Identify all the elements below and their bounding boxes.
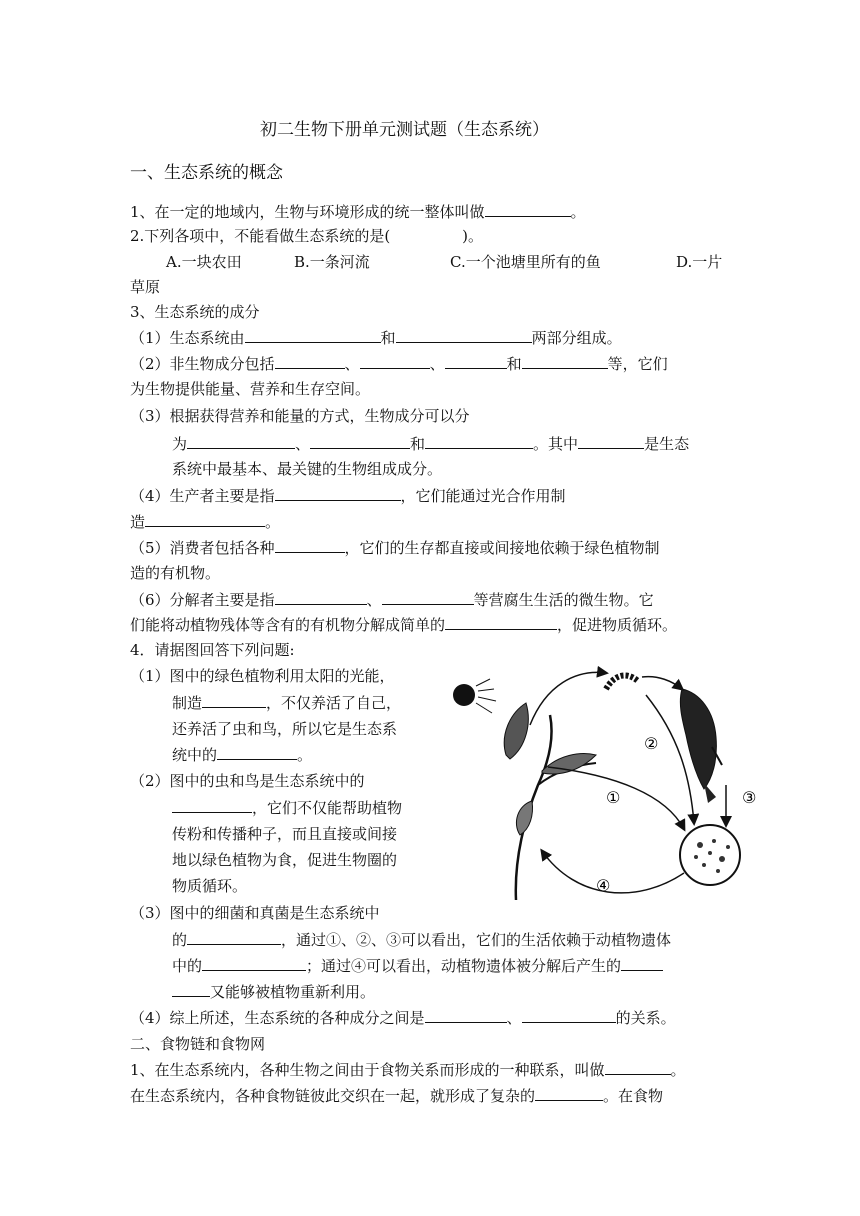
text: 的关系。 bbox=[615, 1009, 676, 1027]
text: （5）消费者包括各种 bbox=[130, 539, 275, 557]
blank bbox=[605, 1060, 671, 1075]
option-b: B.一条河流 bbox=[294, 253, 370, 271]
text: 制造 bbox=[172, 694, 203, 712]
bird-icon bbox=[680, 689, 722, 803]
blank bbox=[275, 590, 367, 605]
arrow-plant-to-insect bbox=[530, 672, 606, 725]
text: 、 bbox=[429, 355, 445, 373]
blank bbox=[578, 434, 644, 449]
caterpillar-icon bbox=[606, 675, 638, 689]
text: （4）综上所述，生态系统的各种成分之间是 bbox=[130, 1009, 425, 1027]
q4-part-1-line4 bbox=[172, 745, 312, 765]
q3-part-1 bbox=[130, 328, 622, 348]
q4-part-1-line3: 还养活了虫和鸟，所以它是生态系 bbox=[172, 720, 398, 738]
q4-part-3-line4 bbox=[172, 982, 375, 1002]
text: （2）非生物成分包括 bbox=[130, 355, 275, 373]
text: 。 bbox=[670, 1061, 686, 1079]
sun-icon bbox=[453, 679, 496, 713]
text: 和 bbox=[380, 329, 396, 347]
text: 1、在生态系统内，各种生物之间由于食物关系而形成的一种联系，叫做 bbox=[130, 1061, 605, 1079]
q4-part-3-line3 bbox=[172, 956, 663, 976]
blank bbox=[445, 615, 557, 630]
text: 又能够被植物重新利用。 bbox=[210, 983, 376, 1001]
q3-part-5 bbox=[130, 538, 660, 558]
blank bbox=[445, 354, 507, 369]
text: 。其中 bbox=[533, 435, 579, 453]
s2-question-1 bbox=[130, 1060, 686, 1080]
text: 造 bbox=[130, 513, 146, 531]
q2-text: 2.下列各项中，不能看做生态系统的是( bbox=[130, 227, 391, 245]
label-4: ④ bbox=[596, 876, 611, 895]
q4-part-1: （1）图中的绿色植物利用太阳的光能， bbox=[130, 667, 395, 685]
text: ，它们的生存都直接或间接地依赖于绿色植物制 bbox=[344, 539, 660, 557]
text: 在生态系统内，各种食物链彼此交织在一起，就形成了复杂的 bbox=[130, 1087, 536, 1105]
blank bbox=[522, 354, 608, 369]
blank bbox=[275, 354, 345, 369]
q4-part-4 bbox=[130, 1008, 676, 1028]
text: 的 bbox=[172, 931, 188, 949]
text: （4）生产者主要是指 bbox=[130, 487, 275, 505]
q4-part-2-line3: 传粉和传播种子，而且直接或间接 bbox=[172, 825, 398, 843]
q3-part-3-line3: 系统中最基本、最关键的生物组成成分。 bbox=[172, 460, 443, 478]
blank bbox=[172, 982, 210, 997]
question-1 bbox=[130, 202, 586, 222]
question-3: 3、生态系统的成分 bbox=[130, 303, 260, 321]
q4-part-1-line2 bbox=[172, 693, 401, 713]
text: 统中的 bbox=[172, 746, 218, 764]
q2-end: )。 bbox=[462, 227, 484, 245]
option-c: C.一个池塘里所有的鱼 bbox=[450, 253, 601, 271]
blank bbox=[202, 693, 266, 708]
s2-question-1-cont bbox=[130, 1086, 663, 1106]
option-a: A.一块农田 bbox=[166, 253, 242, 271]
blank bbox=[172, 798, 252, 813]
text: 和 bbox=[410, 435, 426, 453]
section-heading-2: 二、食物链和食物网 bbox=[130, 1035, 266, 1053]
q4-part-2-line4: 地以绿色植物为食，促进生物圈的 bbox=[172, 851, 398, 869]
q1-text: 1、在一定的地域内，生物与环境形成的统一整体叫做 bbox=[130, 203, 485, 221]
arrow-insect-to-bird bbox=[642, 677, 682, 689]
option-d-cont: 草原 bbox=[130, 278, 161, 296]
blank bbox=[485, 202, 571, 217]
blank bbox=[187, 930, 281, 945]
blank bbox=[145, 512, 265, 527]
text: 、 bbox=[366, 591, 382, 609]
q3-part-2-cont: 为生物提供能量、营养和生存空间。 bbox=[130, 380, 371, 398]
blank bbox=[621, 956, 663, 971]
blank bbox=[522, 1008, 616, 1023]
text: 两部分组成。 bbox=[531, 329, 622, 347]
text: 为 bbox=[172, 435, 188, 453]
blank bbox=[535, 1086, 603, 1101]
q3-part-4-cont bbox=[130, 512, 280, 532]
blank bbox=[396, 328, 532, 343]
text: 是生态 bbox=[644, 435, 690, 453]
arrow-4 bbox=[542, 851, 684, 893]
q4-part-2-line5: 物质循环。 bbox=[172, 877, 248, 895]
text: 等，它们 bbox=[607, 355, 668, 373]
plant-icon bbox=[504, 703, 596, 900]
q3-part-6 bbox=[130, 590, 654, 610]
q4-part-2-line2 bbox=[172, 798, 402, 818]
question-4: 4．请据图回答下列问题: bbox=[130, 641, 295, 659]
text: 等营腐生生活的微生物。它 bbox=[473, 591, 654, 609]
label-3: ③ bbox=[742, 788, 757, 807]
blank bbox=[425, 1008, 507, 1023]
blank bbox=[425, 434, 533, 449]
text: ，促进物质循环。 bbox=[557, 616, 678, 634]
question-2 bbox=[130, 226, 483, 246]
text: 和 bbox=[506, 355, 522, 373]
text: 。在食物 bbox=[603, 1087, 664, 1105]
option-d: D.一片 bbox=[676, 253, 723, 271]
blank bbox=[275, 486, 401, 501]
page-title: 初二生物下册单元测试题（生态系统） bbox=[260, 120, 549, 140]
text: ，它们不仅能帮助植物 bbox=[252, 799, 403, 817]
q3-part-4 bbox=[130, 486, 566, 506]
ecosystem-cycle-diagram bbox=[446, 655, 772, 911]
q4-part-3-line2 bbox=[172, 930, 671, 950]
text: （1）生态系统由 bbox=[130, 329, 245, 347]
blank bbox=[202, 956, 306, 971]
text: （6）分解者主要是指 bbox=[130, 591, 275, 609]
q1-end: 。 bbox=[570, 203, 586, 221]
text: 。 bbox=[297, 746, 313, 764]
text: 、 bbox=[344, 355, 360, 373]
text: 们能将动植物残体等含有的有机物分解成简单的 bbox=[130, 616, 446, 634]
blank bbox=[275, 538, 345, 553]
q4-part-3: （3）图中的细菌和真菌是生态系统中 bbox=[130, 904, 380, 922]
q3-part-3: （3）根据获得营养和能量的方式，生物成分可以分 bbox=[130, 407, 470, 425]
text: 、 bbox=[295, 435, 311, 453]
blank bbox=[245, 328, 381, 343]
text: 。 bbox=[265, 513, 281, 531]
section-heading-1: 一、生态系统的概念 bbox=[130, 163, 283, 183]
label-2: ② bbox=[644, 734, 659, 753]
text: 中的 bbox=[172, 957, 203, 975]
blank bbox=[382, 590, 474, 605]
q3-part-3-line2 bbox=[172, 434, 689, 454]
text: ，不仅养活了自己， bbox=[266, 694, 402, 712]
q3-part-5-cont: 造的有机物。 bbox=[130, 564, 221, 582]
blank bbox=[217, 745, 297, 760]
blank bbox=[310, 434, 410, 449]
q4-part-2: （2）图中的虫和鸟是生态系统中的 bbox=[130, 772, 365, 790]
text: ，它们能通过光合作用制 bbox=[400, 487, 566, 505]
text: ；通过④可以看出，动植物遗体被分解后产生的 bbox=[306, 957, 622, 975]
blank bbox=[187, 434, 295, 449]
blank bbox=[360, 354, 430, 369]
q3-part-6-cont bbox=[130, 615, 677, 635]
text: 、 bbox=[506, 1009, 522, 1027]
bacteria-fungi-icon bbox=[680, 825, 740, 885]
text: ，通过①、②、③可以看出，它们的生活依赖于动植物遗体 bbox=[281, 931, 672, 949]
label-1: ① bbox=[606, 788, 621, 807]
q3-part-2 bbox=[130, 354, 668, 374]
